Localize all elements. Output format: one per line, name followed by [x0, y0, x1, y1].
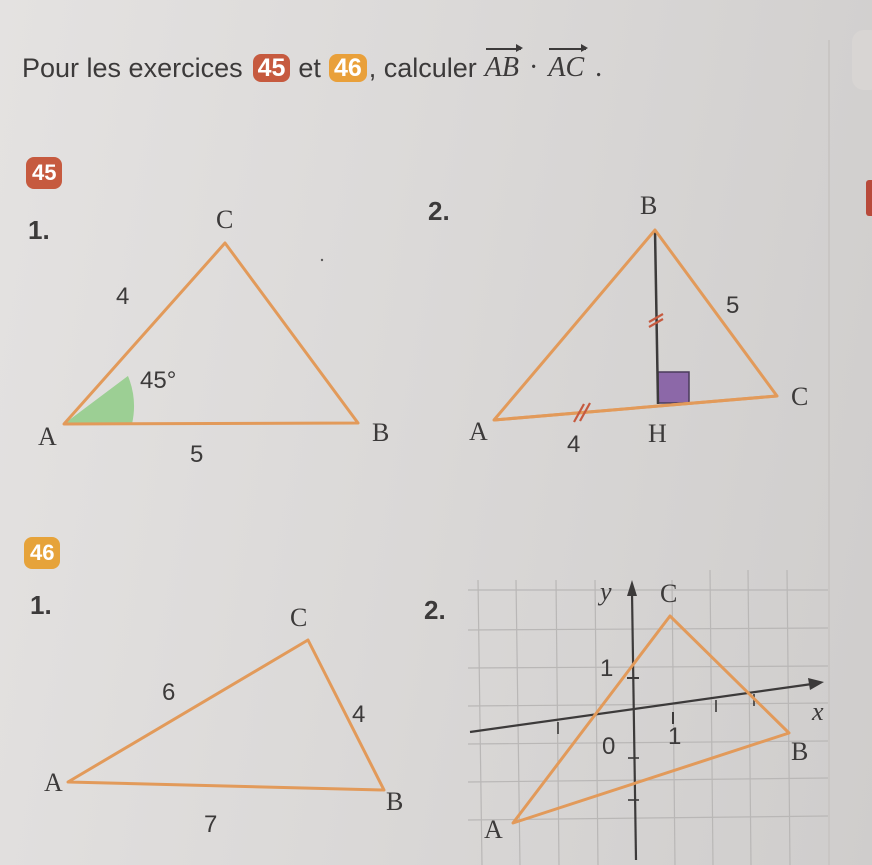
grid-line	[478, 580, 482, 865]
dot-operator: ·	[529, 52, 539, 83]
vertex-a-label: A	[44, 768, 63, 797]
instruction-conjunction: et	[298, 52, 321, 83]
vertex-a-label: A	[484, 815, 503, 844]
grid-line	[595, 580, 598, 865]
side-bc-length: 5	[726, 292, 740, 319]
vertex-c-label: C	[791, 382, 809, 411]
y-unit-label: 1	[600, 655, 614, 682]
vector-ac: AC	[548, 52, 585, 83]
angle-a-measure: 45°	[140, 367, 177, 394]
foot-h-label: H	[648, 419, 667, 448]
grid-line	[748, 570, 751, 865]
y-axis	[632, 592, 636, 860]
side-bc-length: 4	[352, 701, 366, 728]
side-ab-length: 7	[204, 811, 218, 838]
triangle-abc	[68, 640, 384, 790]
segment-ah-length: 4	[567, 431, 581, 458]
vertex-b-label: B	[372, 418, 390, 447]
vertex-a-label: A	[469, 417, 488, 446]
grid-line	[787, 570, 790, 865]
grid-line	[468, 628, 828, 630]
side-ab-length: 5	[190, 441, 204, 468]
exercise-badge-46: 46	[329, 54, 367, 82]
vertex-c-label: C	[216, 205, 234, 234]
grid-line	[468, 703, 828, 706]
instruction-prefix: Pour les exercices	[22, 52, 243, 83]
ex45-fig2-triangle	[469, 191, 808, 458]
triangle-abc	[494, 230, 777, 420]
vector-ab: AB	[484, 52, 520, 83]
exercise-45-badge: 45	[26, 157, 62, 189]
right-angle-marker	[658, 372, 689, 403]
base-ac	[494, 396, 777, 420]
x-axis-arrow	[808, 678, 824, 690]
vertex-c-label: C	[290, 603, 308, 632]
x-axis-label: x	[812, 697, 824, 726]
formula-period: .	[595, 52, 603, 83]
vertex-a-label: A	[38, 422, 57, 451]
side-ac-length: 4	[116, 283, 130, 310]
exercise-badge-45: 45	[253, 54, 291, 82]
side-ac-length: 6	[162, 679, 176, 706]
grid-line	[468, 666, 828, 668]
ex46-figure1-number: 1.	[30, 590, 52, 620]
ex45-fig1-triangle	[38, 205, 389, 468]
ex46-fig2-triangle	[484, 577, 824, 844]
ex45-figure1-number: 1.	[28, 215, 50, 245]
x-axis	[470, 684, 812, 732]
exercise-46-badge: 46	[24, 537, 60, 569]
grid-line	[710, 570, 713, 865]
grid-line	[468, 741, 828, 744]
vertex-b-label: B	[791, 737, 809, 766]
y-axis-arrow	[627, 580, 637, 596]
origin-label: 0	[602, 733, 616, 760]
vertex-b-label: B	[386, 787, 404, 816]
x-unit-label: 1	[668, 723, 682, 750]
vertex-c-label: C	[660, 579, 678, 608]
ex45-figure2-number: 2.	[428, 196, 450, 226]
instruction-suffix: , calculer	[368, 52, 477, 83]
vertex-b-label: B	[640, 191, 658, 220]
y-axis-label: y	[600, 577, 612, 606]
ex46-fig1-triangle	[44, 603, 403, 838]
stray-dot	[321, 259, 323, 261]
ex46-figure2-number: 2.	[424, 595, 446, 625]
